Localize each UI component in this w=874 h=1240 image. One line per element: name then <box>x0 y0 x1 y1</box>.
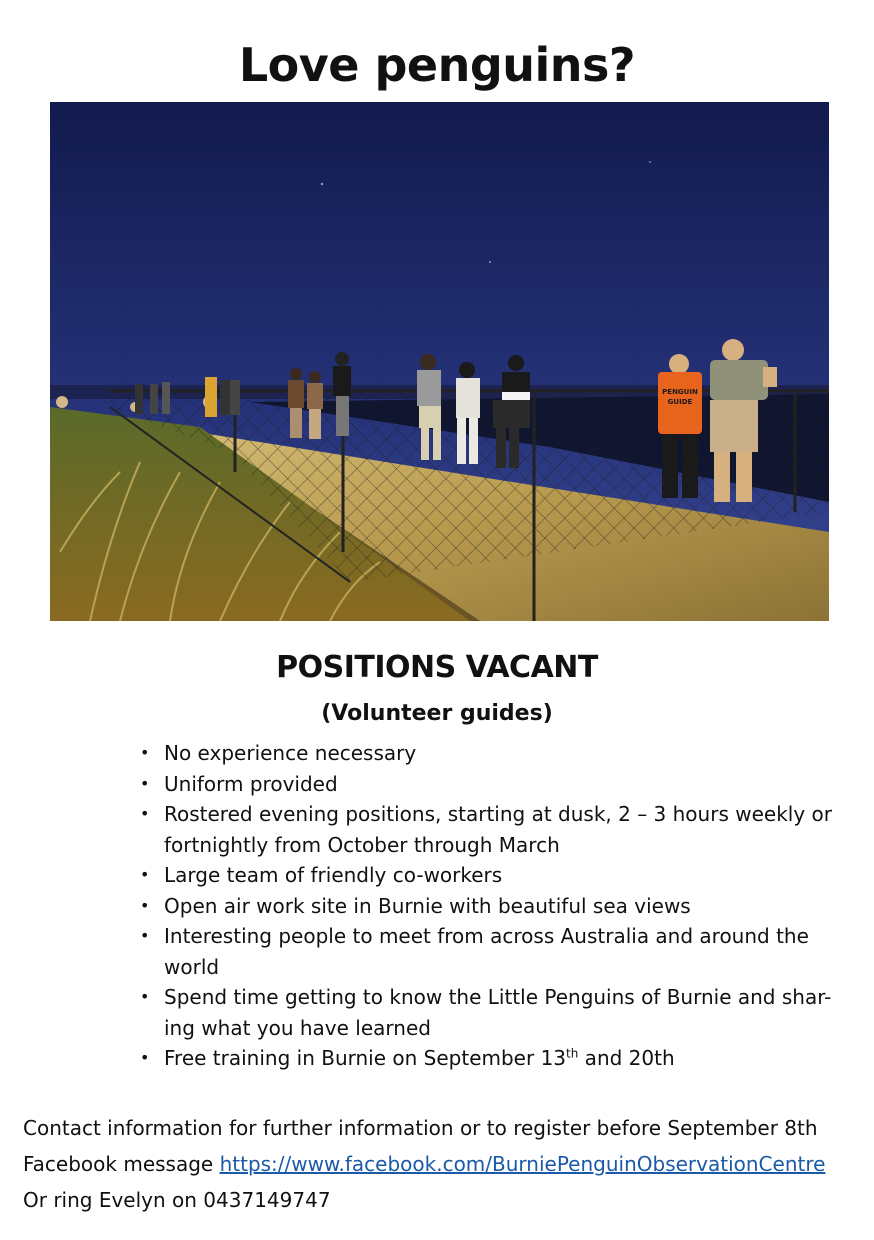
bullet-icon: • <box>140 926 150 945</box>
list-item <box>136 982 846 1043</box>
facebook-link[interactable]: https://www.facebook.com/BurniePenguinObservationCentre <box>219 1152 826 1176</box>
list-item-text: Spend time getting to know the Little Penguins of Burnie and shar-ing what you have learned <box>164 985 832 1040</box>
list-item-text: Large team of friendly co-workers <box>164 863 503 887</box>
list-item <box>136 860 846 891</box>
vest-text-line1: PENGUIN <box>662 388 698 396</box>
penguin-viewing-platform-photo <box>50 102 829 621</box>
bullet-icon: • <box>140 895 150 915</box>
list-item-text: No experience necessary <box>164 741 417 765</box>
training-text: Free training in Burnie on September 13 <box>164 1046 567 1070</box>
list-item <box>136 769 846 800</box>
headline: Love penguins? <box>238 38 636 92</box>
phone-line: Or ring Evelyn on 0437149747 <box>23 1188 331 1212</box>
list-item-text: Open air work site in Burnie with beautiful sea views <box>164 893 691 918</box>
bullet-icon: • <box>140 987 150 1006</box>
list-item-text: Interesting people to meet from across Australia and around the world <box>164 924 809 979</box>
list-item <box>136 921 846 982</box>
training-text-end: and 20th <box>578 1046 675 1070</box>
ordinal-suffix: th <box>566 1046 579 1061</box>
bullet-icon: • <box>140 804 150 823</box>
vest-text-line2: GUIDE <box>667 398 693 406</box>
positions-subtitle: (Volunteer guides) <box>321 701 553 726</box>
positions-title: POSITIONS VACANT <box>276 650 598 685</box>
bullet-icon: • <box>140 865 150 884</box>
benefits-list <box>136 738 846 1074</box>
list-item <box>136 738 846 769</box>
list-item <box>136 1043 846 1074</box>
contact-intro: Contact information for further information or to register before September 8th <box>23 1116 818 1140</box>
bullet-icon: • <box>140 743 150 762</box>
facebook-line <box>23 1146 863 1182</box>
list-item <box>136 891 846 922</box>
contact-section <box>23 1110 863 1218</box>
list-item <box>136 799 846 860</box>
list-item-text: Uniform provided <box>164 771 338 796</box>
facebook-label: Facebook message <box>23 1152 220 1176</box>
bullet-icon: • <box>140 1048 150 1067</box>
list-item-text: Rostered evening positions, starting at dusk, 2 – 3 hours weekly or fortnightly from October through March <box>164 802 832 857</box>
bullet-icon: • <box>140 773 150 793</box>
